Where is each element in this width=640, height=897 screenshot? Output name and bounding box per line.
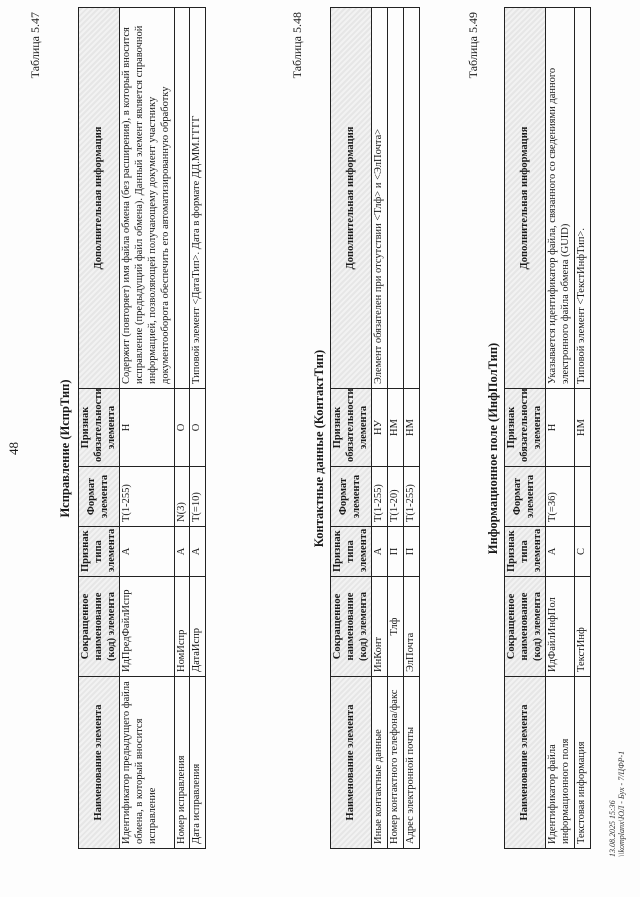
cell: Тлф bbox=[388, 577, 404, 677]
table-row bbox=[174, 8, 190, 849]
cell: Содержит (повторяет) имя файла обмена (без расширения), в который вносится исправление (предыдущий файл обмена). Данный элемент является справочной информацией, позволяющей получающему документ участнику документооборота обеспечить его автоматизированную обработку bbox=[120, 8, 174, 389]
cell: T(1-255) bbox=[372, 467, 388, 527]
header-cell: Признак обязательности элемента bbox=[505, 389, 546, 467]
table-5-47 bbox=[78, 7, 206, 849]
header-cell: Сокращенное наименование (код) элемента bbox=[505, 577, 546, 677]
header-cell: Сокращенное наименование (код) элемента bbox=[331, 577, 372, 677]
cell: T(1-20) bbox=[388, 467, 404, 527]
cell: НМ bbox=[388, 389, 404, 467]
cell: ДатаИспр bbox=[190, 577, 206, 677]
header-cell: Признак обязательности элемента bbox=[79, 389, 120, 467]
cell: Указывается идентификатор файла, связанного со сведениями данного электронного файла обмена (GUID) bbox=[546, 8, 575, 389]
cell: Номер исправления bbox=[174, 677, 190, 849]
table-row bbox=[190, 8, 206, 849]
cell: НУ bbox=[372, 389, 388, 467]
header-cell: Сокращенное наименование (код) элемента bbox=[79, 577, 120, 677]
stamp-path: \\komplanx\ЮЛ - Бух - 7/ЦФР-1 bbox=[617, 750, 627, 857]
cell: Н bbox=[546, 389, 575, 467]
table-title-5-49: Информационное поле (ИнфПолТип) bbox=[486, 342, 500, 555]
cell: T(=10) bbox=[190, 467, 206, 527]
cell: А bbox=[190, 527, 206, 577]
table-header-row bbox=[505, 8, 546, 849]
header-cell: Наименование элемента bbox=[79, 677, 120, 849]
cell: П bbox=[403, 527, 419, 577]
table-title-5-47: Исправление (ИспрТип) bbox=[58, 379, 72, 518]
stamp-date: 13.08.2025 15:36 bbox=[608, 800, 617, 857]
cell bbox=[174, 8, 190, 389]
table-row bbox=[120, 8, 174, 849]
cell: Типовой элемент <ТекстИнфТип>. bbox=[574, 8, 590, 389]
cell: Идентификатор предыдущего файла обмена, в который вносится исправление bbox=[120, 677, 174, 849]
cell: Текстовая информация bbox=[574, 677, 590, 849]
header-cell: Дополнительная информация bbox=[505, 8, 546, 389]
cell: T(1-255) bbox=[403, 467, 419, 527]
cell: С bbox=[574, 527, 590, 577]
header-cell: Признак типа элемента bbox=[505, 527, 546, 577]
header-cell: Формат элемента bbox=[331, 467, 372, 527]
header-cell: Признак типа элемента bbox=[79, 527, 120, 577]
header-cell: Формат элемента bbox=[79, 467, 120, 527]
table-label-5-47: Таблица 5.47 bbox=[28, 12, 42, 79]
cell: А bbox=[174, 527, 190, 577]
header-cell: Признак обязательности элемента bbox=[331, 389, 372, 467]
cell: Дата исправления bbox=[190, 677, 206, 849]
header-cell: Наименование элемента bbox=[331, 677, 372, 849]
cell: ИнКонт bbox=[372, 577, 388, 677]
cell: О bbox=[174, 389, 190, 467]
cell: А bbox=[546, 527, 575, 577]
table-row bbox=[574, 8, 590, 849]
cell: НМ bbox=[574, 389, 590, 467]
cell: НМ bbox=[403, 389, 419, 467]
table-header-row bbox=[79, 8, 120, 849]
cell bbox=[388, 8, 404, 389]
cell: А bbox=[120, 527, 174, 577]
cell: Идентификатор файла информационного поля bbox=[546, 677, 575, 849]
cell bbox=[403, 8, 419, 389]
cell bbox=[574, 467, 590, 527]
table-5-49 bbox=[504, 7, 591, 849]
cell: Н bbox=[120, 389, 174, 467]
cell: Элемент обязателен при отсутствии <Тлф> и <ЭлПочта> bbox=[372, 8, 388, 389]
cell: T(1-255) bbox=[120, 467, 174, 527]
table-row bbox=[388, 8, 404, 849]
cell: А bbox=[372, 527, 388, 577]
cell: О bbox=[190, 389, 206, 467]
cell: ИдФайлИнфПол bbox=[546, 577, 575, 677]
table-row bbox=[372, 8, 388, 849]
cell: N(3) bbox=[174, 467, 190, 527]
header-cell: Наименование элемента bbox=[505, 677, 546, 849]
cell: Номер контактного телефона/факс bbox=[388, 677, 404, 849]
table-label-5-48: Таблица 5.48 bbox=[290, 12, 304, 79]
header-cell: Признак типа элемента bbox=[331, 527, 372, 577]
header-cell: Дополнительная информация bbox=[79, 8, 120, 389]
page-number: 48 bbox=[6, 442, 21, 455]
cell: ЭлПочта bbox=[403, 577, 419, 677]
table-row bbox=[403, 8, 419, 849]
cell: Адрес электронной почты bbox=[403, 677, 419, 849]
table-label-5-49: Таблица 5.49 bbox=[466, 12, 480, 79]
cell: Иные контактные данные bbox=[372, 677, 388, 849]
table-5-48 bbox=[330, 7, 420, 849]
cell: T(=36) bbox=[546, 467, 575, 527]
table-header-row bbox=[331, 8, 372, 849]
cell: Типовой элемент <ДатаТип>. Дата в формате ДД.ММ.ГГГГ bbox=[190, 8, 206, 389]
table-title-5-48: Контактные данные (КонтактТип) bbox=[312, 349, 326, 548]
cell: П bbox=[388, 527, 404, 577]
header-cell: Формат элемента bbox=[505, 467, 546, 527]
cell: ТекстИнф bbox=[574, 577, 590, 677]
cell: ИдПредФайлИспр bbox=[120, 577, 174, 677]
cell: НомИспр bbox=[174, 577, 190, 677]
print-stamp bbox=[608, 751, 626, 857]
header-cell: Дополнительная информация bbox=[331, 8, 372, 389]
table-row bbox=[546, 8, 575, 849]
